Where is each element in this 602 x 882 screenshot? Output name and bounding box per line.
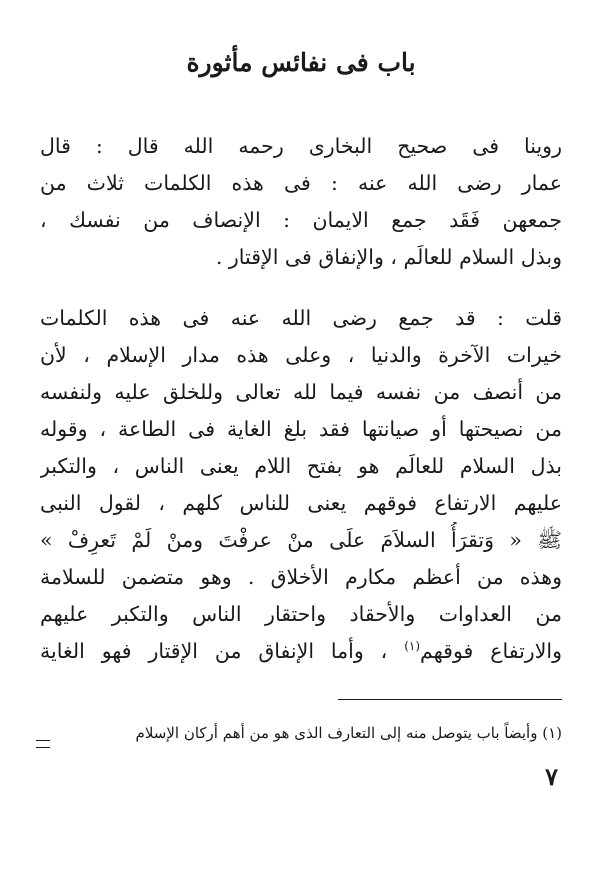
footnote-separator (338, 699, 562, 700)
text-line: وهذه من أعظم مكارم الأخلاق . وهو متضمن للسلامة (40, 565, 562, 589)
text-line: وبذل السلام للعالَم ، والإنفاق فى الإقتار . (215, 245, 562, 269)
text-line: جمعهن فَقَد جمع الايمان : الإنصاف من نفسك ، (40, 208, 562, 232)
text-segment: والارتفاع فوقهم (420, 639, 562, 663)
text-line: بذل السلام للعالَم هو بفتح اللام يعنى الناس ، والتكبر (40, 454, 562, 478)
text-line: خيرات الآخرة والدنيا ، وعلى هذه مدار الإسلام ، لأن (40, 343, 562, 367)
text-segment: ، وأما الإنفاق من الإقتار فهو الغاية (40, 639, 405, 663)
footnote: (١) وأيضاً باب يتوصل منه إلى التعارف الذى هو من أهم أركان الإسلام (135, 724, 562, 742)
paragraph-2 (40, 300, 562, 670)
text-line: قلت : قد جمع رضى الله عنه فى هذه الكلمات (40, 306, 562, 330)
text-line: من أنصف من نفسه فيما لله تعالى وللخلق عليه ولنفسه (40, 380, 562, 404)
text-line: عليهم الارتفاع فوقهم يعنى للناس كلهم ، لقول النبى (40, 491, 562, 515)
text-line (40, 633, 562, 670)
paragraph-1 (40, 128, 562, 276)
chapter-title: باب فى نفائس مأثورة (186, 48, 416, 77)
text-line: من نصيحتها أو صيانتها فقد بلغ الغاية فى الطاعة ، وقوله (40, 417, 562, 441)
text-line: عمار رضى الله عنه : فى هذه الكلمات ثلاث من (40, 171, 562, 195)
text-line: روينا فى صحيح البخارى رحمه الله قال : قال (40, 134, 562, 158)
page-number: ٧ (545, 762, 558, 791)
text-line: من العداوات والأحقاد واحتقار الناس والتكبر عليهم (40, 602, 562, 626)
text-line: ﷺ « وَتقرَأُ السلاَمَ علَى منْ عرفْتَ ومنْ لَمْ تَعرِفْ » (40, 528, 562, 552)
continuation-mark (36, 740, 50, 748)
footnote-reference: (١) (404, 639, 421, 654)
